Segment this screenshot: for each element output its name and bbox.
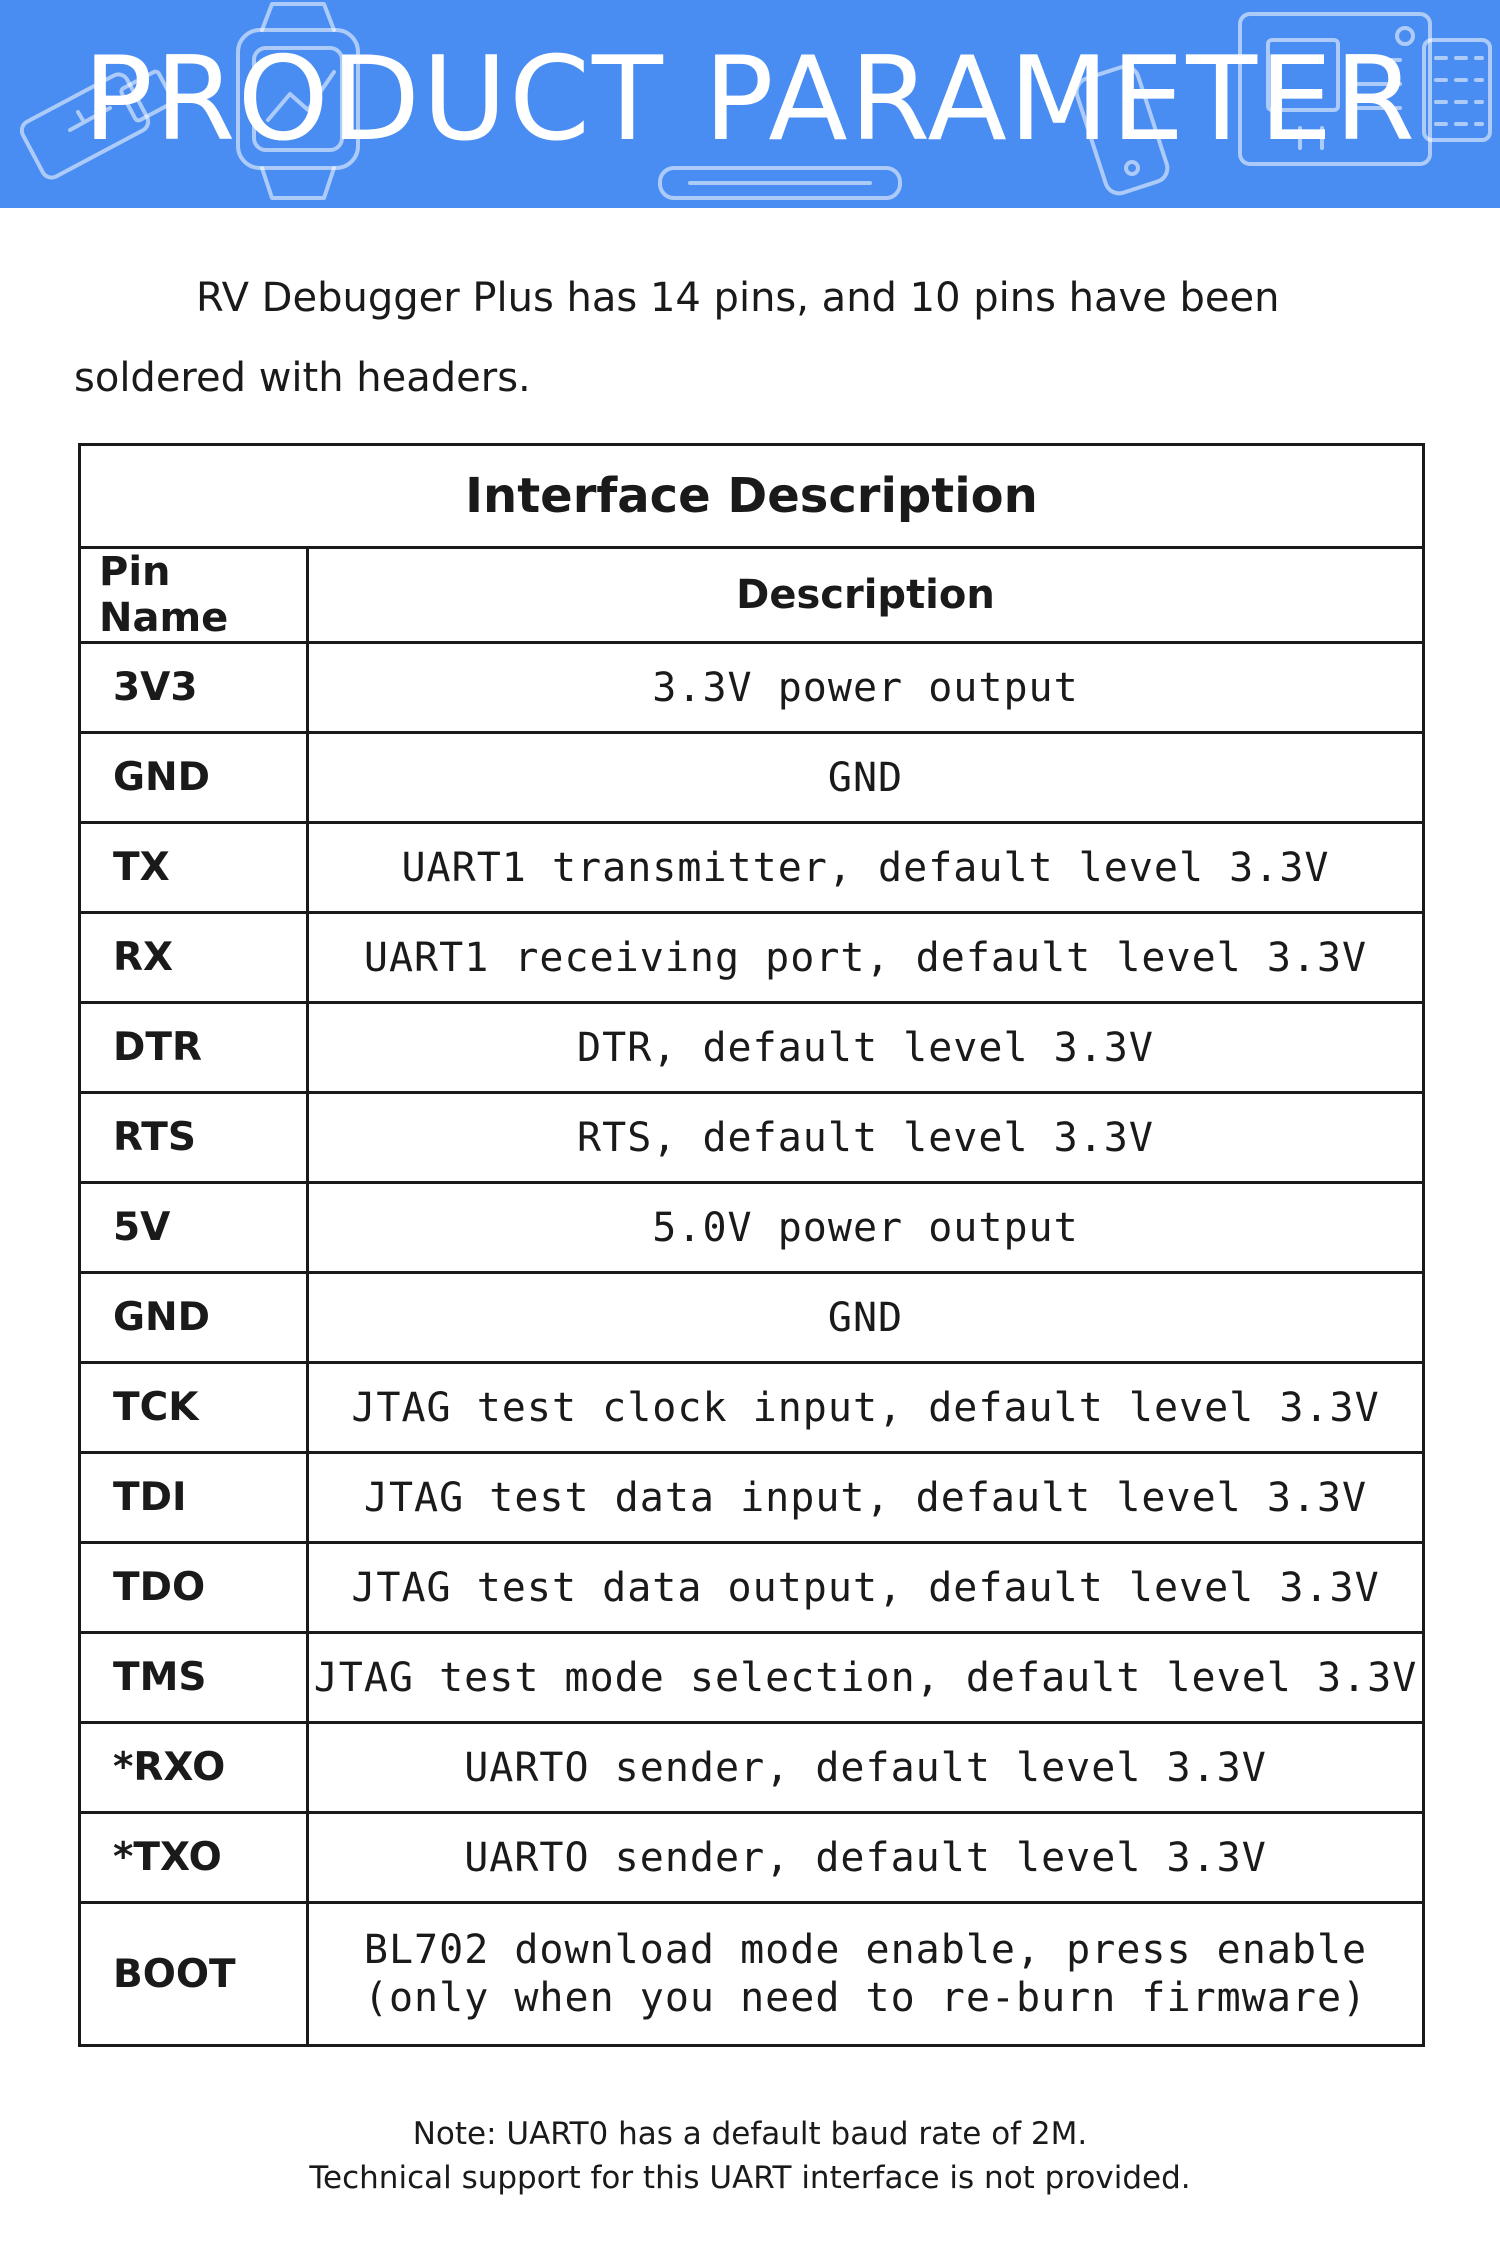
pin-name-cell: GND [80, 733, 308, 823]
table-row [80, 1453, 1424, 1543]
description-cell: UARTO sender, default level 3.3V [308, 1813, 1424, 1903]
pin-name-cell: TCK [80, 1363, 308, 1453]
pin-name-cell: TDO [80, 1543, 308, 1633]
table-row [80, 1093, 1424, 1183]
description-line-2: (only when you need to re-burn firmware) [363, 1975, 1368, 2021]
table-row-boot [80, 1903, 1424, 2046]
description-cell: UARTO sender, default level 3.3V [308, 1723, 1424, 1813]
pin-name-cell: TX [80, 823, 308, 913]
table-row [80, 643, 1424, 733]
table-row [80, 1273, 1424, 1363]
pin-name-cell: DTR [80, 1003, 308, 1093]
table-row [80, 823, 1424, 913]
pin-name-cell: RTS [80, 1093, 308, 1183]
pin-name-cell: *RXO [80, 1723, 308, 1813]
table-title: Interface Description [80, 445, 1424, 548]
table-row [80, 1813, 1424, 1903]
table-row [80, 1003, 1424, 1093]
pin-name-cell: 5V [80, 1183, 308, 1273]
pin-name-cell: 3V3 [80, 643, 308, 733]
description-cell: GND [308, 733, 1424, 823]
footnote-line-1: Note: UART0 has a default baud rate of 2M. [412, 2116, 1088, 2152]
header-banner [0, 0, 1500, 208]
description-cell: DTR, default level 3.3V [308, 1003, 1424, 1093]
description-header: Description [308, 548, 1424, 643]
intro-paragraph: RV Debugger Plus has 14 pins, and 10 pins have been soldered with headers. [74, 275, 1280, 401]
description-cell: GND [308, 1273, 1424, 1363]
description-cell: 5.0V power output [308, 1183, 1424, 1273]
table-row [80, 1543, 1424, 1633]
table-row [80, 1633, 1424, 1723]
description-cell: UART1 transmitter, default level 3.3V [308, 823, 1424, 913]
pin-name-cell: TDI [80, 1453, 308, 1543]
description-cell: JTAG test data output, default level 3.3V [308, 1543, 1424, 1633]
description-cell [308, 1903, 1424, 2046]
pin-name-cell: *TXO [80, 1813, 308, 1903]
description-cell: JTAG test mode selection, default level 3.3V [308, 1633, 1424, 1723]
table-row [80, 1363, 1424, 1453]
table-row [80, 913, 1424, 1003]
table-title-row [80, 445, 1424, 548]
table-row [80, 1183, 1424, 1273]
pin-name-cell: GND [80, 1273, 308, 1363]
description-line-1: BL702 download mode enable, press enable [363, 1927, 1368, 1973]
interface-table [78, 443, 1425, 2047]
table-header-row [80, 548, 1424, 643]
footnote [0, 2112, 1500, 2200]
pin-name-cell: TMS [80, 1633, 308, 1723]
pin-name-cell: BOOT [80, 1903, 308, 2046]
description-cell: JTAG test data input, default level 3.3V [308, 1453, 1424, 1543]
pin-name-header: Pin Name [80, 548, 308, 643]
description-cell: JTAG test clock input, default level 3.3V [308, 1363, 1424, 1453]
connector-icon [660, 168, 900, 198]
description-cell: RTS, default level 3.3V [308, 1093, 1424, 1183]
description-cell: UART1 receiving port, default level 3.3V [308, 913, 1424, 1003]
table-row [80, 1723, 1424, 1813]
description-cell: 3.3V power output [308, 643, 1424, 733]
page-title: PRODUCT PARAMETER [82, 32, 1418, 167]
table-row [80, 733, 1424, 823]
pin-name-cell: RX [80, 913, 308, 1003]
footnote-line-2: Technical support for this UART interface is not provided. [309, 2160, 1191, 2196]
